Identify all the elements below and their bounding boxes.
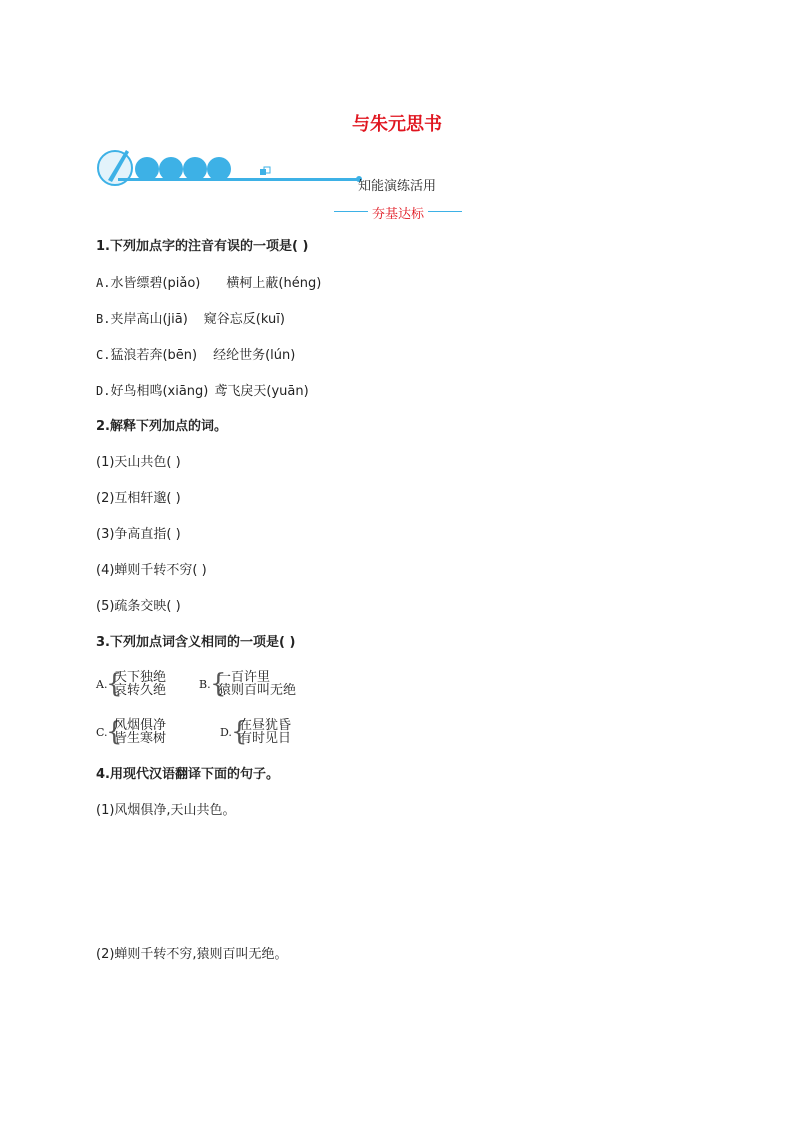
question-2-item-3: (3)争高直指( ) — [96, 527, 181, 542]
question-1-option-b: B.夹岸高山(jiā) 窥谷忘反(kuī) — [96, 312, 285, 327]
question-1-option-d: D.好鸟相鸣(xiāng) 鸢飞戾天(yuān) — [96, 384, 309, 399]
subsection-heading — [334, 203, 462, 221]
brace-icon: { — [106, 669, 123, 699]
banner-dot-1 — [135, 157, 159, 181]
question-1-stem: 1.下列加点字的注音有误的一项是( ) — [96, 239, 309, 254]
question-2-item-2: (2)互相轩邈( ) — [96, 491, 181, 506]
question-2-item-1: (1)天山共色( ) — [96, 455, 181, 470]
question-3-option-a: A. { 天下独绝 哀转久绝 — [96, 669, 167, 699]
question-2-item-5: (5)疏条交映( ) — [96, 599, 181, 614]
question-1-option-a: A.水皆缥碧(piǎo) 横柯上蔽(héng) — [96, 276, 322, 291]
question-2-item-4: (4)蝉则千转不穷( ) — [96, 563, 207, 578]
brace-icon: { — [210, 669, 227, 699]
square-mark-icon — [260, 167, 270, 175]
section-title: 知能演练活用 — [358, 179, 437, 194]
subsection-title: 夯基达标 — [371, 207, 424, 222]
question-2-stem: 2.解释下列加点的词。 — [96, 419, 227, 434]
question-3-option-c: C. { 风烟俱净 皆生寒树 — [96, 717, 167, 747]
question-3-stem: 3.下列加点词含义相同的一项是( ) — [96, 635, 296, 650]
page-title: 与朱元思书 — [352, 114, 442, 135]
banner-dot-2 — [159, 157, 183, 181]
question-3-option-b: B. { 一百许里 猿则百叫无绝 — [199, 669, 297, 699]
brace-icon: { — [106, 717, 123, 747]
brace-icon: { — [231, 717, 248, 747]
banner-dot-4 — [207, 157, 231, 181]
subsection-rule-right — [428, 211, 462, 212]
question-4-stem: 4.用现代汉语翻译下面的句子。 — [96, 767, 279, 782]
question-4-item-2: (2)蝉则千转不穷,猿则百叫无绝。 — [96, 947, 288, 962]
banner-dot-3 — [183, 157, 207, 181]
question-4-item-1: (1)风烟俱净,天山共色。 — [96, 803, 236, 818]
question-3-option-d: D. { 在昼犹昏 有时见日 — [220, 717, 292, 747]
question-1-option-c: C.猛浪若奔(bēn) 经纶世务(lún) — [96, 348, 296, 363]
